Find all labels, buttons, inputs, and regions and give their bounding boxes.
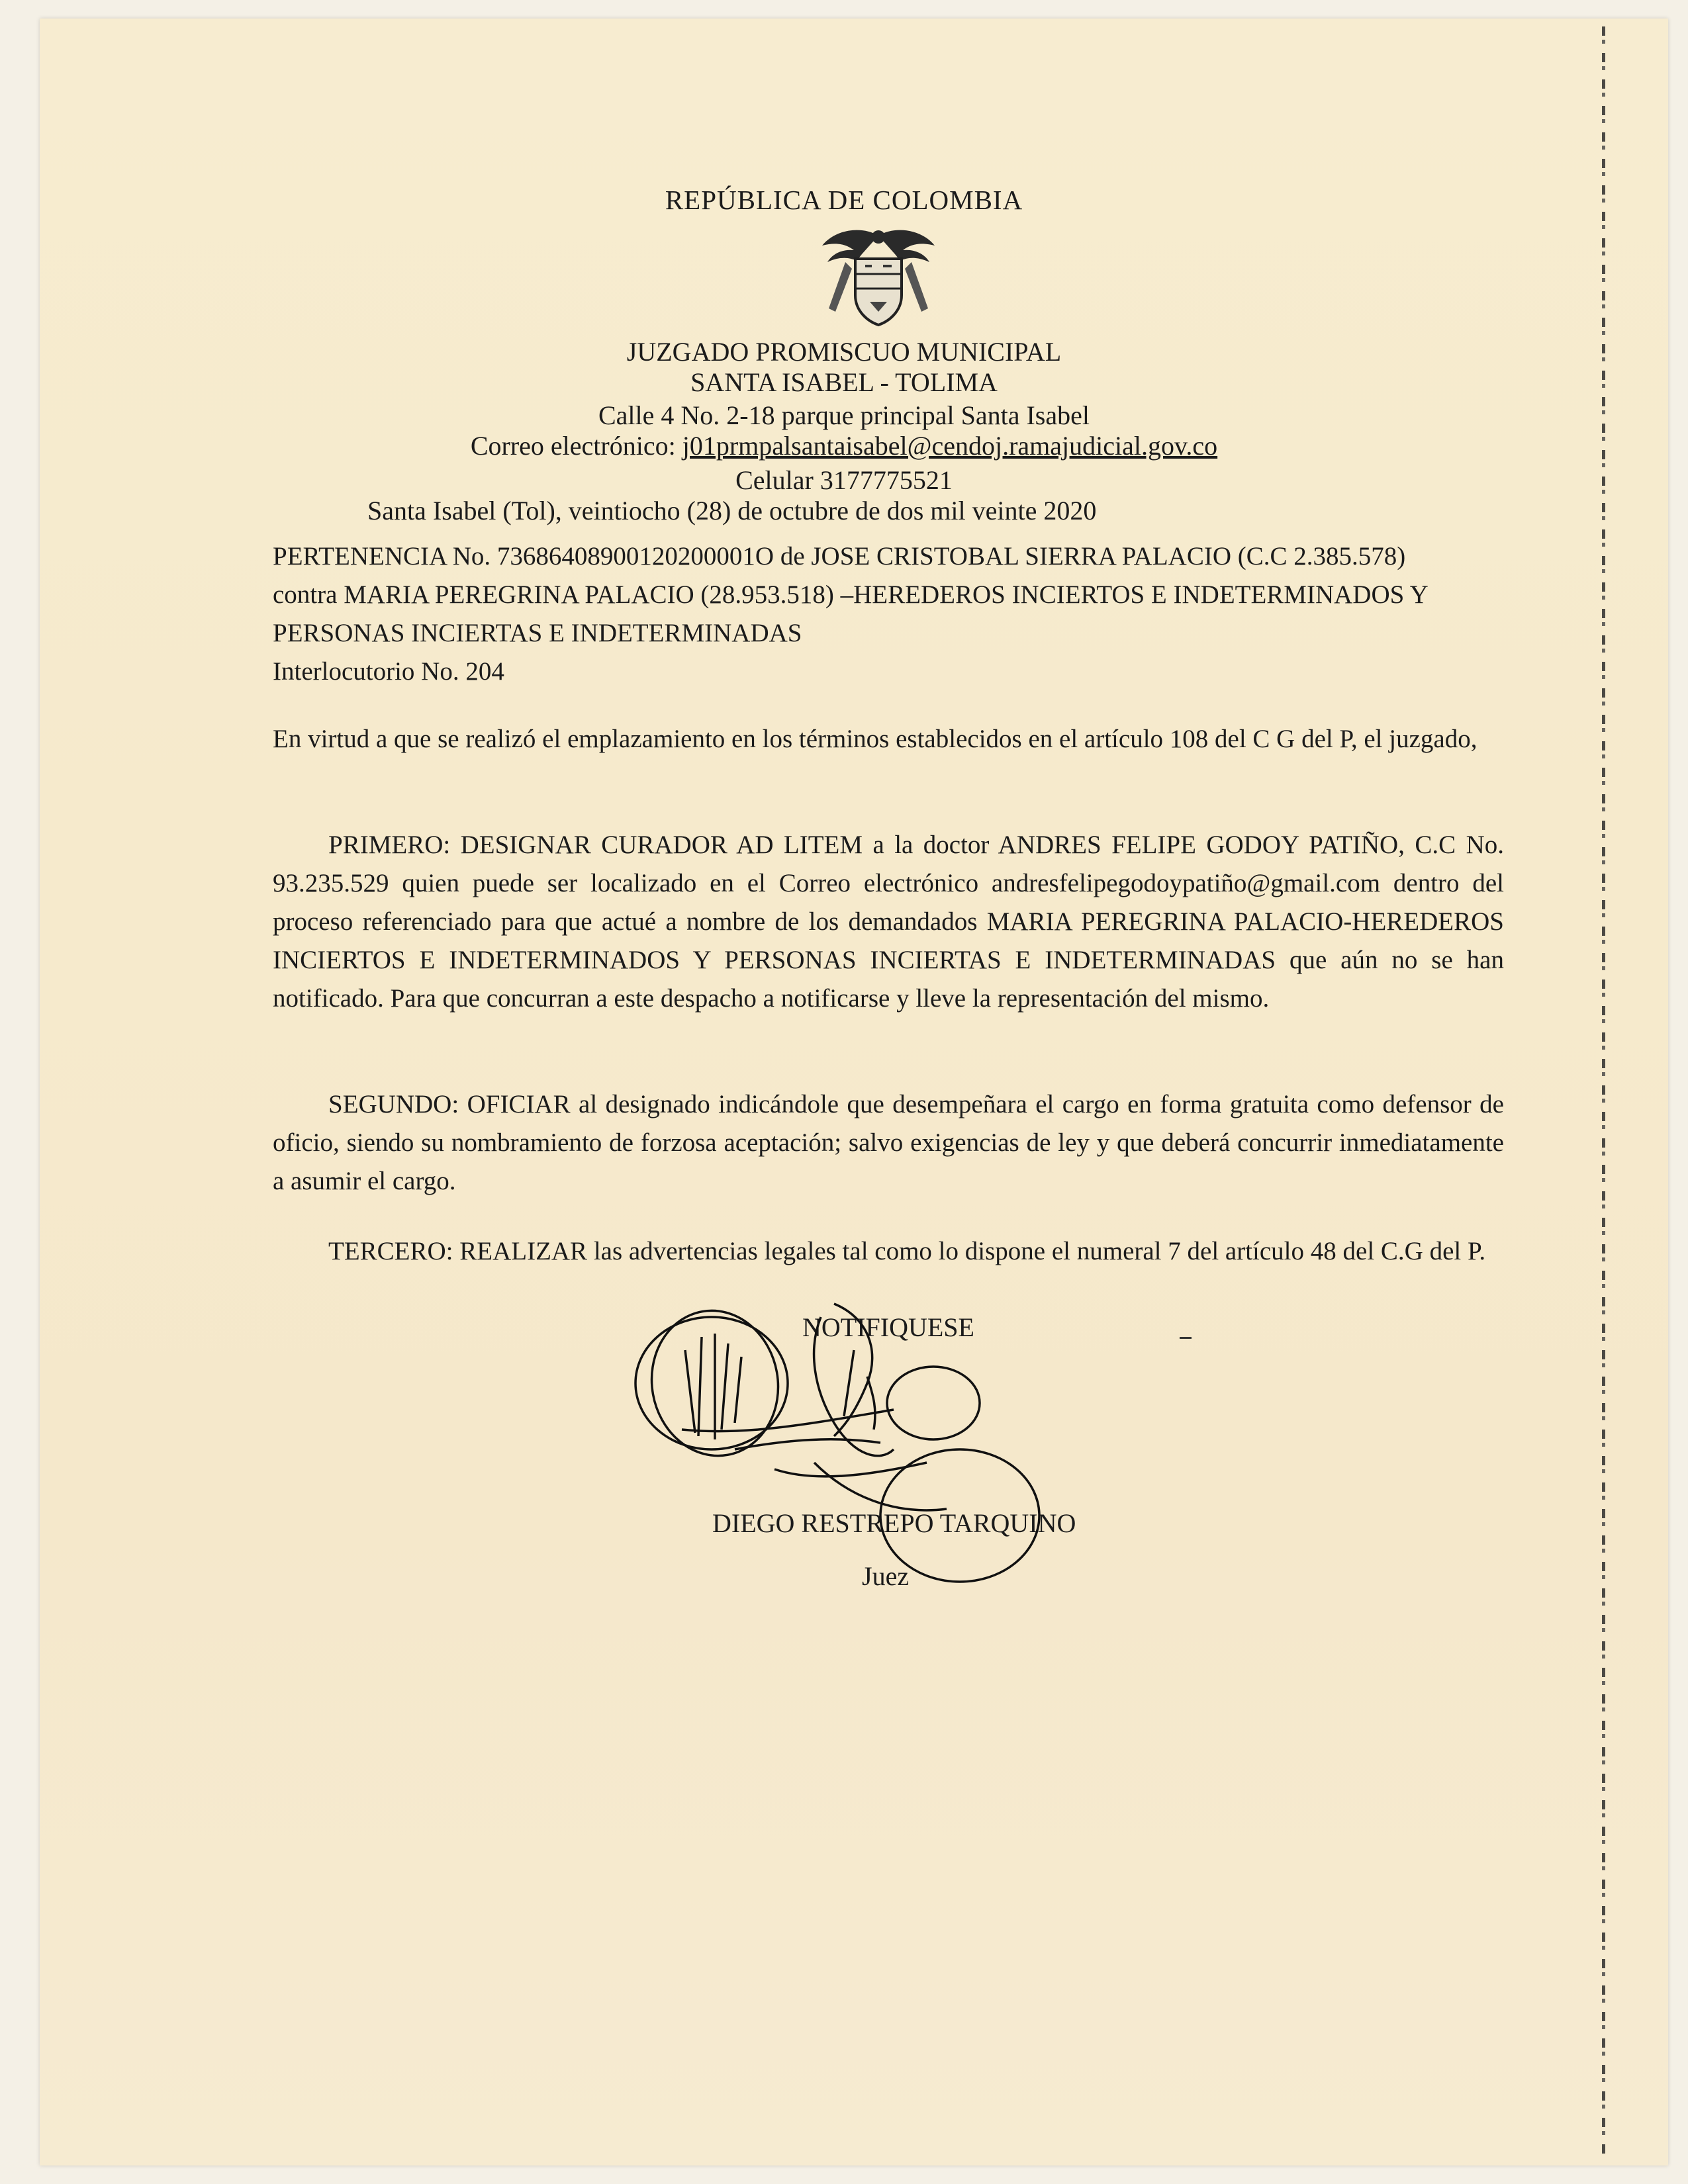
intro-paragraph [273,720,1504,758]
email-link[interactable]: j01prmpalsantaisabel@cendoj.ramajudicial.gov.co [682,431,1218,461]
court-name: JUZGADO PROMISCUO MUNICIPAL [626,337,1062,367]
case-reference-line: contra MARIA PEREGRINA PALACIO (28.953.518) –HEREDEROS INCIERTOS E INDETERMINADOS Y [273,580,1429,609]
notify-heading: NOTIFIQUESE [802,1312,974,1342]
interlocutory-number: Interlocutorio No. 204 [273,657,504,686]
colombia-coat-of-arms-icon [809,222,948,328]
intro-text: En virtud a que se realizó el emplazamiento en los términos establecidos en el artículo 108 del C G del P, el juzgado, [273,725,1477,753]
case-reference-line: PERSONAS INCIERTAS E INDETERMINADAS [273,619,802,647]
judge-role: Juez [862,1561,910,1591]
tercero-paragraph [273,1232,1504,1271]
court-phone: Celular 3177775521 [735,465,953,495]
primero-paragraph [273,826,1504,1018]
document-date: Santa Isabel (Tol), veintiocho (28) de octubre de dos mil veinte 2020 [367,496,1097,525]
tercero-text: TERCERO: REALIZAR las advertencias legales tal como lo dispone el numeral 7 del artículo 48 del C.G del P. [328,1237,1486,1265]
court-email-line [0,430,1688,461]
court-city: SANTA ISABEL - TOLIMA [690,367,998,397]
judge-name: DIEGO RESTREPO TARQUINO [712,1508,1076,1538]
court-address: Calle 4 No. 2-18 parque principal Santa Isabel [598,400,1090,430]
stray-mark [1180,1337,1192,1339]
case-reference [273,537,1504,691]
email-label: Correo electrónico: [470,431,682,461]
segundo-paragraph [273,1085,1504,1201]
country-heading: REPÚBLICA DE COLOMBIA [665,185,1023,215]
primero-text: PRIMERO: DESIGNAR CURADOR AD LITEM a la doctor ANDRES FELIPE GODOY PATIÑO, C.C No. 93.235.529 quien puede ser localizado en el Correo electrónico andresfelipegodoypatiño@gmail.com dentro del proceso referenciado para que actué a nombre de los demandados MARIA PEREGRINA PALACIO-HEREDEROS INCIERTOS E INDETERMINADOS Y PERSONAS INCIERTAS E INDETERMINADAS que aún no se han notificado. Para que concurran a este despacho a notificarse y lleve la representación del mismo. [273,831,1504,1013]
segundo-text: SEGUNDO: OFICIAR al designado indicándole que desempeñara el cargo en forma gratuita como defensor de oficio, siendo su nombramiento de forzosa aceptación; salvo exigencias de ley y que deberá concurrir inmediatamente a asumir el cargo. [273,1090,1504,1195]
signature-mark [616,1297,1079,1628]
case-reference-line: PERTENENCIA No. 73686408900120200001O de JOSE CRISTOBAL SIERRA PALACIO (C.C 2.385.578) [273,542,1406,570]
